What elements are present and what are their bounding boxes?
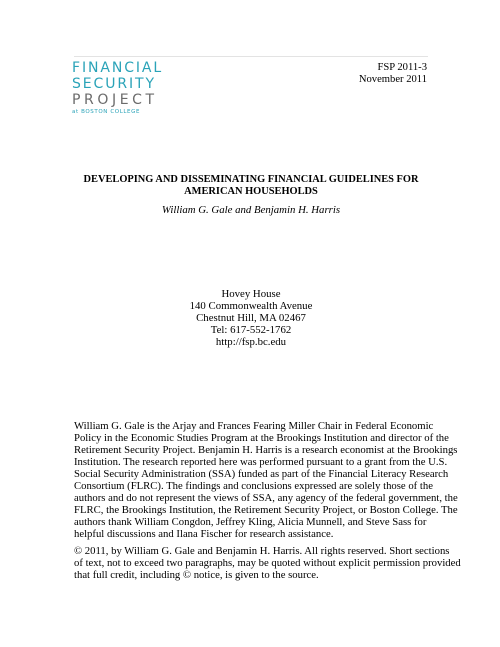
text-line: Institution. The research reported here was performed pursuant to a grant from the U.S. <box>74 456 448 468</box>
text-line: authors thank William Congdon, Jeffrey Kling, Alicia Munnell, and Steve Sass for <box>74 516 427 528</box>
logo-line-security: SECURITY <box>72 76 156 92</box>
address-phone: Tel: 617-552-1762 <box>210 324 292 336</box>
text-line: Policy in the Economic Studies Program at the Brookings Institution and director of the <box>74 432 449 444</box>
logo-line-project: PROJECT <box>72 92 158 108</box>
author-disclaimer-paragraph <box>74 420 458 540</box>
text-line: that full credit, including © notice, is given to the source. <box>74 569 319 581</box>
address-street: 140 Commonwealth Avenue <box>189 300 313 312</box>
text-line: Social Security Administration (SSA) funded as part of the Financial Literacy Research <box>74 468 449 480</box>
financial-security-project-logo <box>72 60 182 117</box>
paper-authors: William G. Gale and Benjamin H. Harris <box>161 204 341 216</box>
text-line: William G. Gale is the Arjay and Frances Fearing Miller Chair in Federal Economic <box>74 420 434 432</box>
text-line: authors and do not represent the views of SSA, any agency of the federal government, the <box>74 492 458 504</box>
contact-address-block <box>74 288 428 348</box>
text-line: FLRC, the Brookings Institution, the Retirement Security Project, or Boston College. The <box>74 504 458 516</box>
copyright-paragraph <box>74 545 461 581</box>
title-line: DEVELOPING AND DISSEMINATING FINANCIAL GUIDELINES FOR <box>83 174 419 185</box>
paper-date: November 2011 <box>358 74 427 85</box>
logo-line-financial: FINANCIAL <box>72 60 164 76</box>
top-divider <box>74 56 428 57</box>
text-line: Consortium (FLRC). The findings and conclusions expressed are solely those of the <box>74 480 433 492</box>
text-line: helpful discussions and Ilana Fischer for research assistance. <box>74 528 334 540</box>
title-line: AMERICAN HOUSEHOLDS <box>184 186 318 197</box>
text-line: Retirement Security Project. Benjamin H. Harris is a research economist at the Brookings <box>74 444 458 456</box>
address-website: http://fsp.bc.edu <box>215 336 287 348</box>
text-line: of text, not to exceed two paragraphs, may be quoted without explicit permission provided <box>74 557 461 569</box>
address-city: Chestnut Hill, MA 02467 <box>196 312 306 324</box>
paper-number: FSP 2011-3 <box>377 62 427 73</box>
paper-title <box>74 174 428 198</box>
text-line: © 2011, by William G. Gale and Benjamin H. Harris. All rights reserved. Short sections <box>74 545 450 557</box>
paper-reference <box>359 62 427 86</box>
logo-line-boston-college: at BOSTON COLLEGE <box>72 109 141 115</box>
address-building: Hovey House <box>221 288 281 300</box>
